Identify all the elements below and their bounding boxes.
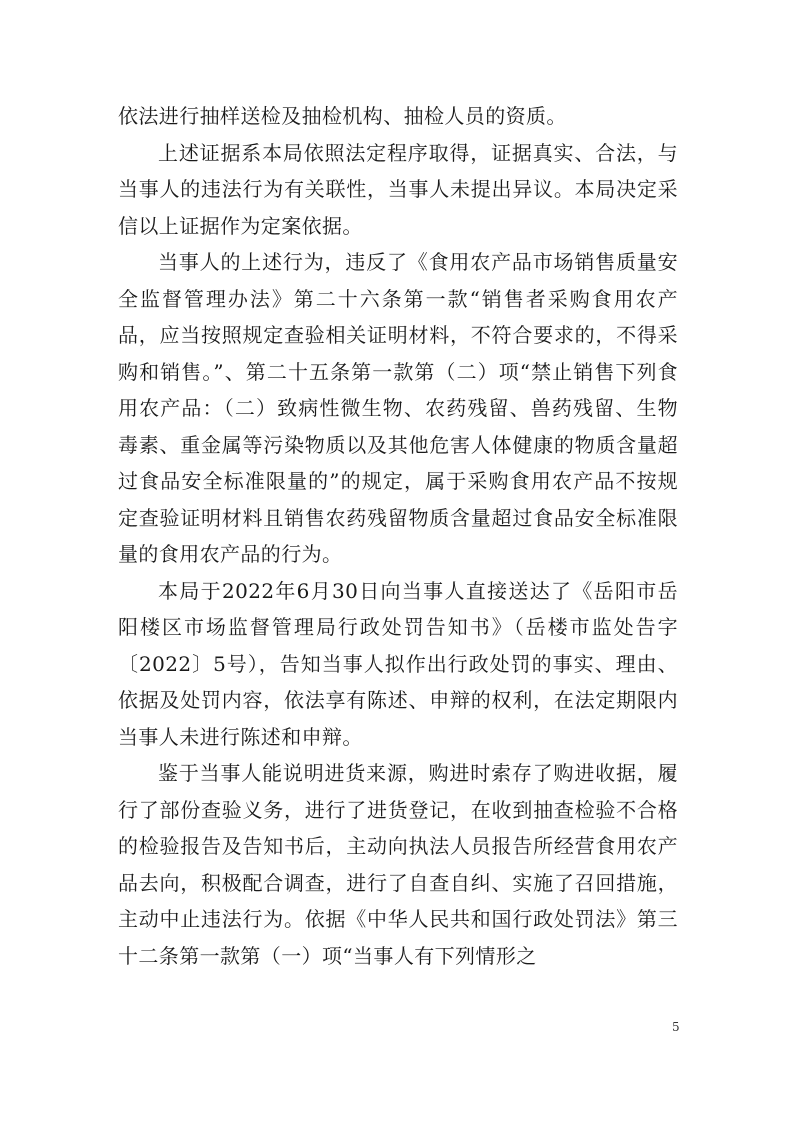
paragraph-continuation: 依法进行抽样送检及抽检机构、抽检人员的资质。: [118, 104, 567, 128]
paragraph-notice-delivery: 本局于2022年6月30日向当事人直接送达了《岳阳市岳阳楼区市场监督管理局行政处罚告知书》（岳楼市监处告字〔2022〕5号），告知当事人拟作出行政处罚的事实、理由、依据及处罚内容，依法享有陈述、申辩的权利，在法定期限内当事人未进行陈述和申辩。: [118, 578, 678, 749]
page-number: 5: [672, 1020, 680, 1034]
paragraph-violation: 当事人的上述行为，违反了《食用农产品市场销售质量安全监督管理办法》第二十六条第一款“销售者采购食用农产品，应当按照规定查验相关证明材料，不符合要求的，不得采购和销售。”、第二十五条第一款第（二）项“禁止销售下列食用农产品：（二）致病性微生物、农药残留、兽药残留、生物毒素、重金属等污染物质以及其他危害人体健康的物质含量超过食品安全标准限量的”的规定，属于采购食用农产品不按规定查验证明材料且销售农药残留物质含量超过食品安全标准限量的食用农产品的行为。: [118, 250, 678, 566]
document-body: [118, 98, 678, 974]
paragraph-evidence-adoption: 上述证据系本局依照法定程序取得，证据真实、合法，与当事人的违法行为有关联性，当事人未提出异议。本局决定采信以上证据作为定案依据。: [118, 140, 678, 238]
paragraph-mitigation: 鉴于当事人能说明进货来源，购进时索存了购进收据，履行了部份查验义务，进行了进货登记，在收到抽查检验不合格的检验报告及告知书后，主动向执法人员报告所经营食用农产品去向，积极配合调查，进行了自查自纠、实施了召回措施，主动中止违法行为。依据《中华人民共和国行政处罚法》第三十二条第一款第（一）项“当事人有下列情形之: [118, 761, 678, 968]
